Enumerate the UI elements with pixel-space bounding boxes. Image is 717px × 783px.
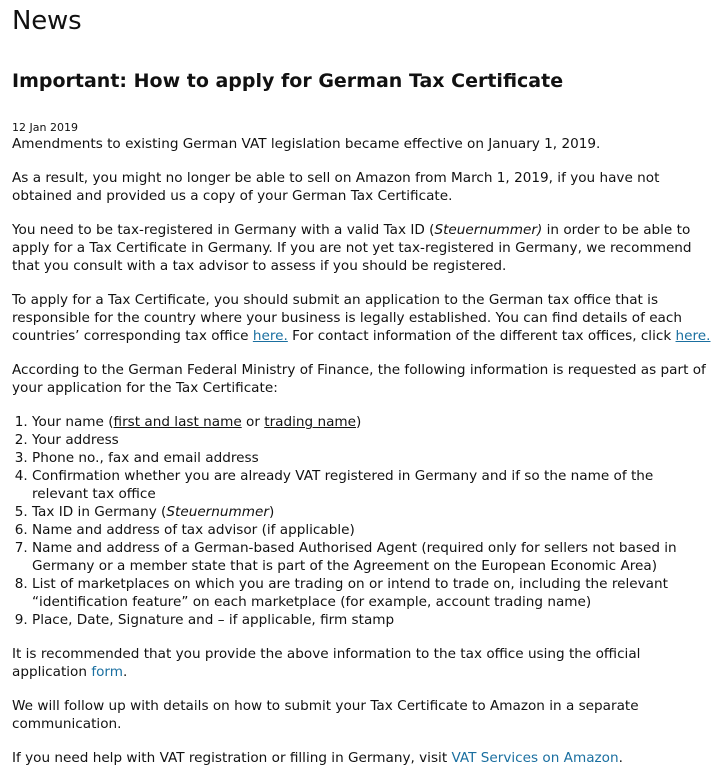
paragraph-apply	[12, 291, 712, 345]
text-segment: Your name (	[32, 414, 114, 430]
text-segment: Tax ID in Germany (	[32, 504, 167, 520]
text-segment: If you need help with VAT registration or filling in Germany, visit	[12, 750, 452, 766]
paragraph-requirements-intro: According to the German Federal Ministry of Finance, the following information is requested as part of your application for the Tax Certificate:	[12, 362, 706, 396]
tax-office-contact-link[interactable]: here.	[675, 328, 711, 344]
article-title: Important: How to apply for German Tax Certificate	[12, 70, 564, 92]
section-title: News	[12, 6, 82, 36]
paragraph-consequence: As a result, you might no longer be able to sell on Amazon from March 1, 2019, if you have not obtained and provided us a copy of your German Tax Certificate.	[12, 170, 660, 204]
paragraph-amendments: Amendments to existing German VAT legislation became effective on January 1, 2019.	[12, 136, 601, 152]
article-body	[12, 135, 712, 783]
text-segment: It is recommended that you provide the above information to the tax office using the official application	[12, 646, 641, 680]
text-segment: or	[241, 414, 265, 430]
requirements-list	[12, 413, 712, 629]
text-segment: You need to be tax-registered in Germany with a valid Tax ID (	[12, 222, 435, 238]
list-item: 6. Name and address of tax advisor (if applicable)	[32, 521, 712, 539]
paragraph-follow-up: We will follow up with details on how to submit your Tax Certificate to Amazon in a separate communication.	[12, 698, 639, 732]
list-item: 4. Confirmation whether you are already VAT registered in Germany and if so the name of the relevant tax office	[32, 467, 712, 503]
list-item: 2. Your address	[32, 431, 712, 449]
text-segment: .	[123, 664, 128, 680]
text-segment: .	[618, 750, 623, 766]
underlined-trading-name: trading name	[264, 414, 357, 430]
list-item: 9. Place, Date, Signature and – if applicable, firm stamp	[32, 611, 712, 629]
list-item: 3. Phone no., fax and email address	[32, 449, 712, 467]
text-segment: )	[268, 504, 275, 520]
emphasis-steuernummer: Steuernummer	[166, 504, 269, 520]
text-segment: To apply for a Tax Certificate, you should submit an application to the German tax office that is responsible for the country where your business is legally established. You can find details of each countries’ corresponding tax office	[12, 292, 682, 344]
list-item	[32, 413, 712, 431]
text-segment: For contact information of the different tax offices, click	[287, 328, 676, 344]
tax-office-details-link[interactable]: here.	[252, 328, 288, 344]
article-date: 12 Jan 2019	[12, 121, 78, 134]
text-segment: in order to be able to apply for a Tax Certificate in Germany. If you are not yet tax-registered in Germany, we recommend that you consult with a tax advisor to assess if you should be registered.	[12, 222, 692, 274]
application-form-link[interactable]: form	[91, 664, 124, 680]
emphasis-steuernummer: Steuernummer)	[434, 222, 543, 238]
paragraph-tax-registration	[12, 221, 712, 275]
paragraph-vat-help	[12, 749, 712, 767]
list-item: 8. List of marketplaces on which you are trading on or intend to trade on, including the relevant “identification feature” on each marketplace (for example, account trading name)	[32, 575, 712, 611]
paragraph-recommendation	[12, 645, 712, 681]
list-item	[32, 503, 712, 521]
list-item: 7. Name and address of a German-based Authorised Agent (required only for sellers not based in Germany or a member state that is part of the Agreement on the European Economic Area)	[32, 539, 712, 575]
text-segment: )	[356, 414, 362, 430]
vat-services-link[interactable]: VAT Services on Amazon	[451, 750, 619, 766]
underlined-first-last-name: first and last name	[113, 414, 242, 430]
